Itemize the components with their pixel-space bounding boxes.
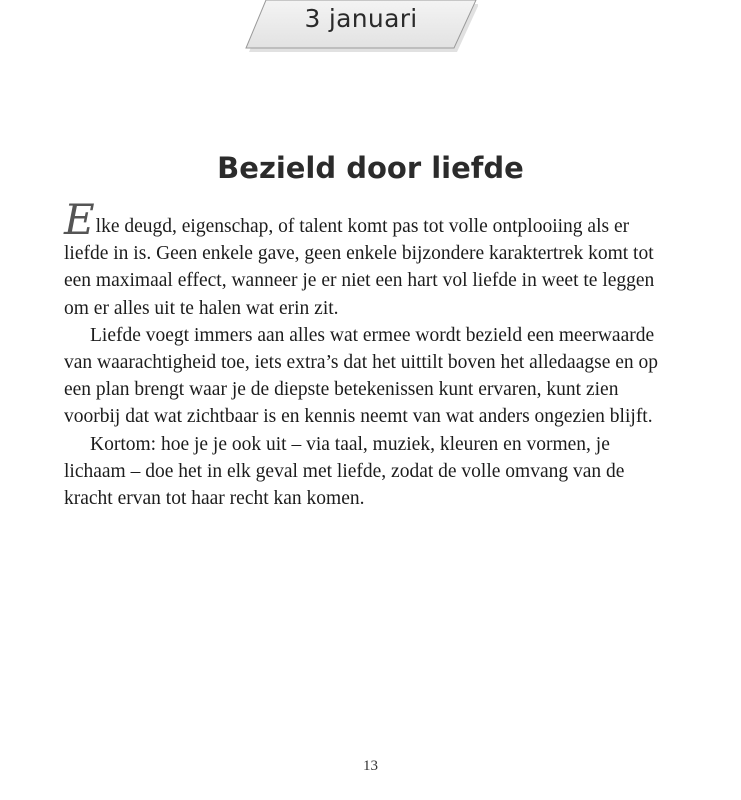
page-title: Bezield door liefde xyxy=(217,151,524,186)
paragraph-1-text: lke deugd, eigenschap, of talent komt pas tot volle ontplooiing als er liefde in is. Geen enkele gave, geen enkele bijzondere karaktertrek komt tot een maximaal effect, wanneer je er niet een hart vol liefde in weet te leggen om er alles uit te halen wat erin zit. xyxy=(64,216,655,319)
drop-cap: E xyxy=(64,195,95,244)
article-body xyxy=(64,195,674,512)
paragraph-1 xyxy=(64,195,674,322)
page-number: 13 xyxy=(363,758,378,774)
paragraph-2: Liefde voegt immers aan alles wat ermee wordt bezield een meerwaarde van waarachtigheid toe, iets extra’s dat het uittilt boven het alledaagse en op een plan brengt waar je de diepste betekenissen kunt ervaren, kunt zien voorbij dat wat zichtbaar is en kennis neemt van wat anders ongezien blijft. xyxy=(64,324,658,428)
paragraph-3: Kortom: hoe je je ook uit – via taal, muziek, kleuren en vormen, je lichaam – doe het in elk geval met liefde, zodat de volle omvang van de kracht ervan tot haar recht kan komen. xyxy=(64,433,625,510)
date-tab xyxy=(244,0,478,56)
date-label: 3 januari xyxy=(304,4,418,33)
